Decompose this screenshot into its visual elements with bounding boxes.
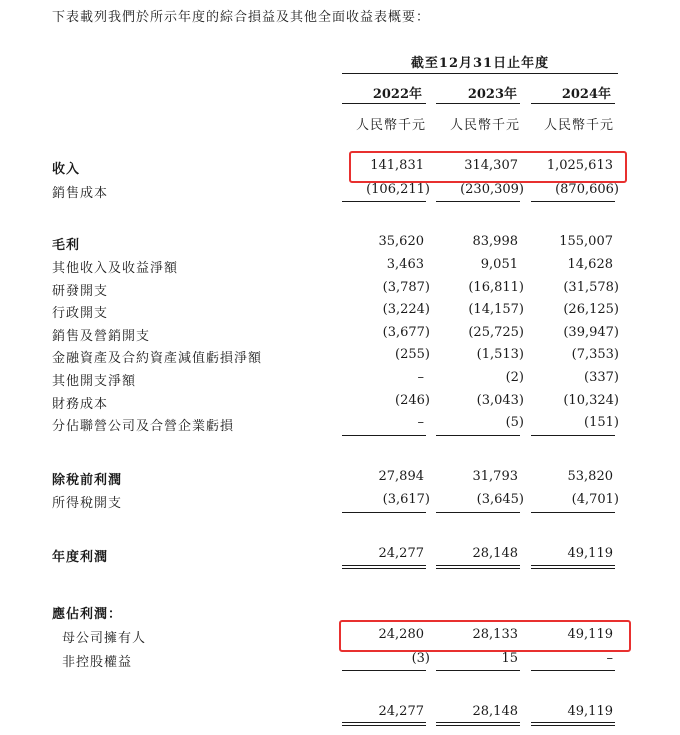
cell-value: 28,133: [472, 627, 518, 642]
row-label-attributable-to: 應佔利潤：: [52, 607, 123, 622]
row-label-gross-profit: 毛利: [52, 238, 81, 253]
cell-value: 15: [501, 651, 518, 666]
cell-value: 35,620: [378, 234, 424, 249]
cell-value: (2): [505, 370, 524, 385]
subtotal-line: [436, 512, 520, 513]
cell-value: (25,725): [468, 325, 524, 340]
row-label-profit-before-tax: 除稅前利潤: [52, 473, 123, 488]
row-label-impairment-losses: 金融資產及合約資產減值虧損淨額: [52, 351, 263, 366]
cell-value: 31,793: [472, 469, 518, 484]
cell-value: 9,051: [480, 257, 518, 272]
subtotal-line: [342, 512, 426, 513]
cell-value: (230,309): [460, 182, 524, 197]
cell-value: 28,148: [472, 704, 518, 719]
cell-value: –: [417, 370, 424, 385]
year-underline: [436, 103, 520, 104]
row-label-selling-expenses: 銷售及營銷開支: [52, 329, 151, 344]
total-double-line: [342, 722, 426, 726]
row-label-owners-of-parent: 母公司擁有人: [62, 631, 147, 646]
cell-value: (26,125): [563, 302, 619, 317]
cell-value: (3,617): [382, 492, 430, 507]
cell-value: (106,211): [366, 182, 430, 197]
cell-value: (39,947): [563, 325, 619, 340]
period-header: 截至12月31日止年度: [410, 56, 550, 71]
highlight-box-owners: [339, 620, 631, 652]
cell-value: 24,277: [378, 704, 424, 719]
total-double-line: [342, 565, 426, 569]
subtotal-line: [436, 670, 520, 671]
cell-value: 3,463: [386, 257, 424, 272]
cell-value: (151): [584, 415, 619, 430]
unit-label: 人民幣千元: [355, 118, 426, 133]
cell-value: (3): [411, 651, 430, 666]
row-label-finance-costs: 財務成本: [52, 397, 109, 412]
cell-value: (4,701): [571, 492, 619, 507]
cell-value: 141,831: [370, 158, 424, 173]
subtotal-line: [531, 435, 615, 436]
year-2023: 2023年: [467, 87, 517, 102]
cell-value: (3,787): [382, 280, 430, 295]
cell-value: (246): [395, 393, 430, 408]
cell-value: 24,280: [378, 627, 424, 642]
cell-value: (337): [584, 370, 619, 385]
year-underline: [531, 103, 615, 104]
period-underline: [342, 73, 618, 74]
total-double-line: [436, 565, 520, 569]
cell-value: 83,998: [472, 234, 518, 249]
year-2024: 2024年: [561, 87, 611, 102]
cell-value: (14,157): [468, 302, 524, 317]
cell-value: 14,628: [567, 257, 613, 272]
row-label-rd-expenses: 研發開支: [52, 284, 109, 299]
subtotal-line: [531, 201, 615, 202]
cell-value: 314,307: [464, 158, 518, 173]
total-double-line: [436, 722, 520, 726]
cell-value: (5): [505, 415, 524, 430]
cell-value: 28,148: [472, 546, 518, 561]
unit-label: 人民幣千元: [449, 118, 520, 133]
cell-value: (1,513): [476, 347, 524, 362]
subtotal-line: [436, 435, 520, 436]
cell-value: (870,606): [555, 182, 619, 197]
cell-value: (255): [395, 347, 430, 362]
cell-value: 49,119: [567, 546, 613, 561]
row-label-admin-expenses: 行政開支: [52, 306, 109, 321]
cell-value: (16,811): [468, 280, 524, 295]
row-label-profit-for-year: 年度利潤: [52, 550, 109, 565]
row-label-other-expenses: 其他開支淨額: [52, 374, 137, 389]
cell-value: 53,820: [567, 469, 613, 484]
unit-label: 人民幣千元: [543, 118, 614, 133]
cell-value: (3,043): [476, 393, 524, 408]
row-label-cost-of-sales: 銷售成本: [52, 186, 109, 201]
highlight-box-revenue: [349, 151, 627, 183]
subtotal-line: [342, 435, 426, 436]
year-underline: [342, 103, 426, 104]
subtotal-line: [531, 512, 615, 513]
cell-value: (10,324): [563, 393, 619, 408]
subtotal-line: [436, 201, 520, 202]
intro-text: 下表載列我們於所示年度的綜合損益及其他全面收益表概要：: [52, 10, 431, 25]
year-2022: 2022年: [372, 87, 422, 102]
cell-value: (3,645): [476, 492, 524, 507]
total-double-line: [531, 722, 615, 726]
row-label-other-income: 其他收入及收益淨額: [52, 261, 179, 276]
cell-value: (7,353): [571, 347, 619, 362]
cell-value: 27,894: [378, 469, 424, 484]
cell-value: (31,578): [563, 280, 619, 295]
cell-value: 24,277: [378, 546, 424, 561]
cell-value: 155,007: [559, 234, 613, 249]
cell-value: –: [417, 415, 424, 430]
cell-value: (3,224): [382, 302, 430, 317]
cell-value: –: [606, 651, 613, 666]
subtotal-line: [342, 670, 426, 671]
row-label-non-controlling: 非控股權益: [62, 655, 133, 670]
cell-value: (3,677): [382, 325, 430, 340]
subtotal-line: [531, 670, 615, 671]
total-double-line: [531, 565, 615, 569]
row-label-income-tax: 所得稅開支: [52, 496, 123, 511]
row-label-revenue: 收入: [52, 162, 81, 177]
subtotal-line: [342, 201, 426, 202]
cell-value: 49,119: [567, 704, 613, 719]
cell-value: 1,025,613: [546, 158, 613, 173]
row-label-share-of-losses: 分佔聯營公司及合營企業虧損: [52, 419, 235, 434]
cell-value: 49,119: [567, 627, 613, 642]
